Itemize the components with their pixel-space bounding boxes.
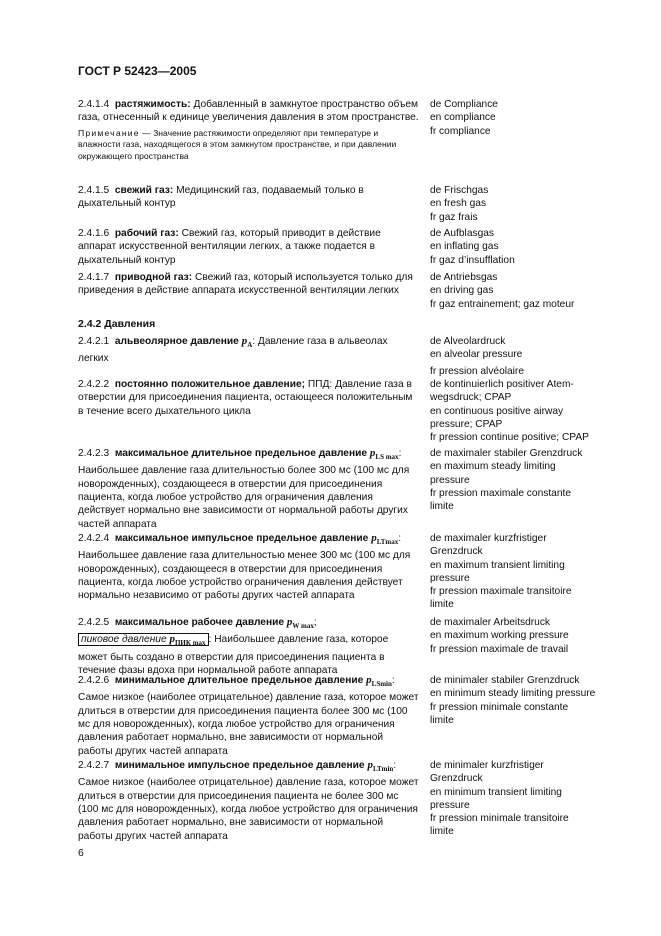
translation-fr: fr gaz entrainement; gaz moteur: [430, 298, 575, 310]
translation-de: de Alveolardruck: [430, 336, 506, 347]
term-definition: [78, 227, 420, 267]
term-number: 2.4.1.5: [78, 185, 110, 196]
translation-de: de Aufblasgas: [430, 228, 495, 239]
term-text: : Наибольшее давление газа, которое может быть создано в отверстии для присоединения пациента в течение фазы вдоха при нормальной работе аппарата: [78, 634, 389, 677]
term-number: 2.4.2.3: [78, 448, 110, 459]
translation-en-cont: pressure; CPAP: [430, 418, 503, 430]
term-text: ППД: Давление газа в отверстии для присоединения пациента, остающееся положительным в течение всего дыхательного цикла: [78, 379, 413, 417]
term-title: максимальное импульсное предельное давление: [114, 533, 369, 544]
term-title: растяжимость:: [114, 99, 191, 110]
translation-en: en alveolar pressure: [430, 349, 523, 361]
translation-fr: fr pression maximale constante: [430, 487, 571, 499]
boxed-synonym: пиковое давление $p_{ПИК max}$: [78, 633, 209, 646]
term-definition: [78, 98, 420, 162]
translation-de: de Frischgas: [430, 185, 489, 196]
translation-en: en compliance: [430, 112, 496, 124]
translation-en: en fresh gas: [430, 198, 487, 210]
term-title: приводной газ:: [114, 272, 193, 283]
term-translations: [430, 674, 620, 727]
translation-en: en continuous positive airway: [430, 405, 564, 417]
translation-en-cont: pressure: [430, 799, 470, 811]
term-number: 2.4.1.6: [78, 228, 110, 239]
translation-en: en minimum steady limiting pressure: [430, 688, 596, 700]
symbol: $p_{W max}$: [286, 616, 314, 631]
term-number: 2.4.1.4: [78, 99, 110, 110]
symbol: $p_{LS max}$: [369, 447, 399, 462]
note-label: Примечание: [78, 127, 140, 138]
translation-en: en maximum steady limiting: [430, 461, 556, 473]
translation-fr-cont: limite: [430, 501, 454, 513]
term-title: рабочий газ:: [114, 228, 179, 239]
term-title: альвеолярное давление: [114, 336, 239, 347]
translation-fr: fr pression minimale transitoire: [430, 813, 569, 825]
term-text: Свежий газ, который используется только для приведения в действие аппарата искусственной вентиляции легких: [78, 272, 413, 297]
term-definition: [78, 532, 420, 603]
translation-en-cont: pressure: [430, 572, 470, 584]
translation-en: en minimum transient limiting: [430, 786, 562, 798]
translation-de: de minimaler kurzfristiger: [430, 760, 544, 771]
translation-fr: fr gaz frais: [430, 211, 478, 223]
translation-fr-cont: limite: [430, 599, 454, 611]
term-number: 2.4.2.2: [78, 379, 110, 390]
term-translations: [430, 616, 620, 656]
translation-fr: fr pression maximale transitoire: [430, 586, 572, 598]
term-title: постоянно положительное давление;: [114, 379, 306, 390]
term-text: Добавленный в замкнутое пространство объем газа, отнесенный к единице увеличения давления в этом пространстве.: [78, 99, 419, 124]
term-text: : Наибольшее давление газа длительностью менее 300 мс (100 мс для новорожденных), создающееся в отверстии для присоединения пациента, когда любое устройство ограничения давления действует нормально независимо от работы других частей аппарата: [78, 533, 411, 602]
term-number: 2.4.2.6: [78, 675, 110, 686]
page-number: 6: [78, 847, 84, 859]
term-text: : Наибольшее давление газа длительностью более 300 мс (100 мс для новорожденных), создающееся в отверстии для присоединения пациента, когда любое устройство для ограничения давления действует нормально вне зависимости от нормальной работы других частей аппарата: [78, 448, 410, 530]
term-title: максимальное длительное предельное давление: [114, 448, 368, 459]
translation-de: de minimaler stabiler Grenzdruck: [430, 675, 580, 686]
translation-de: de Compliance: [430, 99, 498, 110]
term-text: Свежий газ, который приводит в действие аппарат искусственной вентиляции легких, а также подается в дыхательный контур: [78, 228, 381, 266]
translation-fr: fr compliance: [430, 125, 491, 137]
term-translations: [430, 184, 620, 224]
term-translations: [430, 227, 620, 267]
term-number: 2.4.2.7: [78, 760, 110, 771]
translation-fr: fr gaz d’insufflation: [430, 254, 515, 266]
translation-fr: fr pression alvéolaire: [430, 365, 524, 377]
translation-en: en maximum working pressure: [430, 630, 569, 642]
translation-en: en driving gas: [430, 285, 494, 297]
symbol: $p_{LTmax}$: [371, 532, 399, 547]
translation-fr: fr pression continue positive; CPAP: [430, 432, 589, 444]
translation-de: de maximaler stabiler Grenzdruck: [430, 448, 583, 459]
term-definition: [78, 447, 420, 531]
translation-en-cont: pressure: [430, 474, 470, 486]
translation-de: de maximaler kurzfristiger: [430, 533, 547, 544]
term-translations: [430, 447, 620, 513]
translation-de: de maximaler Arbeitsdruck: [430, 617, 551, 628]
term-definition: [78, 674, 420, 758]
term-number: 2.4.2.4: [78, 533, 110, 544]
section-heading: 2.4.2 Давления: [78, 318, 156, 330]
term-translations: [430, 532, 620, 612]
term-title: минимальное импульсное предельное давление: [114, 760, 365, 771]
term-translations: [430, 271, 620, 311]
term-definition: [78, 759, 420, 843]
term-text: : Самое низкое (наиболее отрицательное) давление газа, которое может длиться в отверстии для присоединения пациента более 300 мс (100 мс для новорожденных), когда любое устройство для ограничения давления работает нормально, вне зависимости от нормальной работы других частей аппарата: [78, 675, 419, 757]
note-text: — Значение растяжимости определяют при температуре и влажности газа, находящегося в этом замкнутом пространстве, и при давлении окружающего пространства: [78, 127, 397, 161]
term-number: 2.4.2.5: [78, 617, 110, 628]
symbol: $p_{LSmin}$: [366, 674, 392, 689]
translation-de-cont: Grenzdruck: [430, 773, 483, 785]
term-number: 2.4.1.7: [78, 272, 110, 283]
term-title: минимальное длительное предельное давление: [114, 675, 364, 686]
term-definition: [78, 378, 420, 418]
term-text: : Давление газа в альвеолах легких: [78, 336, 388, 365]
translation-fr-cont: limite: [430, 714, 454, 726]
translation-de: de Antriebsgas: [430, 272, 498, 283]
term-translations: [430, 759, 620, 839]
translation-en: en inflating gas: [430, 241, 499, 253]
document-header: ГОСТ Р 52423—2005: [78, 64, 197, 78]
term-definition: 2.4.2.5 максимальное рабочее давление $p_{W max}$; пиковое давление $p_{ПИК max}$ : Наибольшее давление газа, которое может быть создано в отверстии для присоединения пациента в течение фазы вдоха при нормальной работе аппарата: [78, 616, 389, 677]
term-text: Медицинский газ, подаваемый только в дыхательный контур: [78, 185, 364, 210]
translation-de-cont: Grenzdruck: [430, 546, 483, 558]
term-note: [78, 128, 420, 163]
term-number: 2.4.2.1: [78, 336, 110, 347]
translation-en: en maximum transient limiting: [430, 559, 565, 571]
symbol: $p_{LTmin}$: [367, 759, 394, 774]
term-title: свежий газ:: [114, 185, 174, 196]
translation-fr-cont: limite: [430, 826, 454, 838]
term-title: максимальное рабочее давление: [114, 617, 285, 628]
term-definition: [78, 184, 420, 211]
term-translations: [430, 378, 620, 444]
translation-de: de kontinuierlich positiver Atem-: [430, 379, 574, 390]
translation-fr: fr pression minimale constante: [430, 701, 569, 713]
term-translations: [430, 98, 620, 138]
translation-fr: fr pression maximale de travail: [430, 643, 569, 655]
term-definition: [78, 335, 420, 366]
term-text: : Самое низкое (наиболее отрицательное) давление газа, которое может длиться в отверстии для присоединения пациента не более 300 мс (100 мс для новорожденных), когда любое устройство для ограничения давления работает нормально, вне зависимости от нормальной работы других частей аппарата: [78, 760, 419, 842]
translation-de-cont: wegsdruck; CPAP: [430, 392, 512, 404]
symbol: $p_A$: [241, 335, 253, 350]
term-definition: [78, 271, 420, 298]
term-translations: [430, 335, 620, 378]
